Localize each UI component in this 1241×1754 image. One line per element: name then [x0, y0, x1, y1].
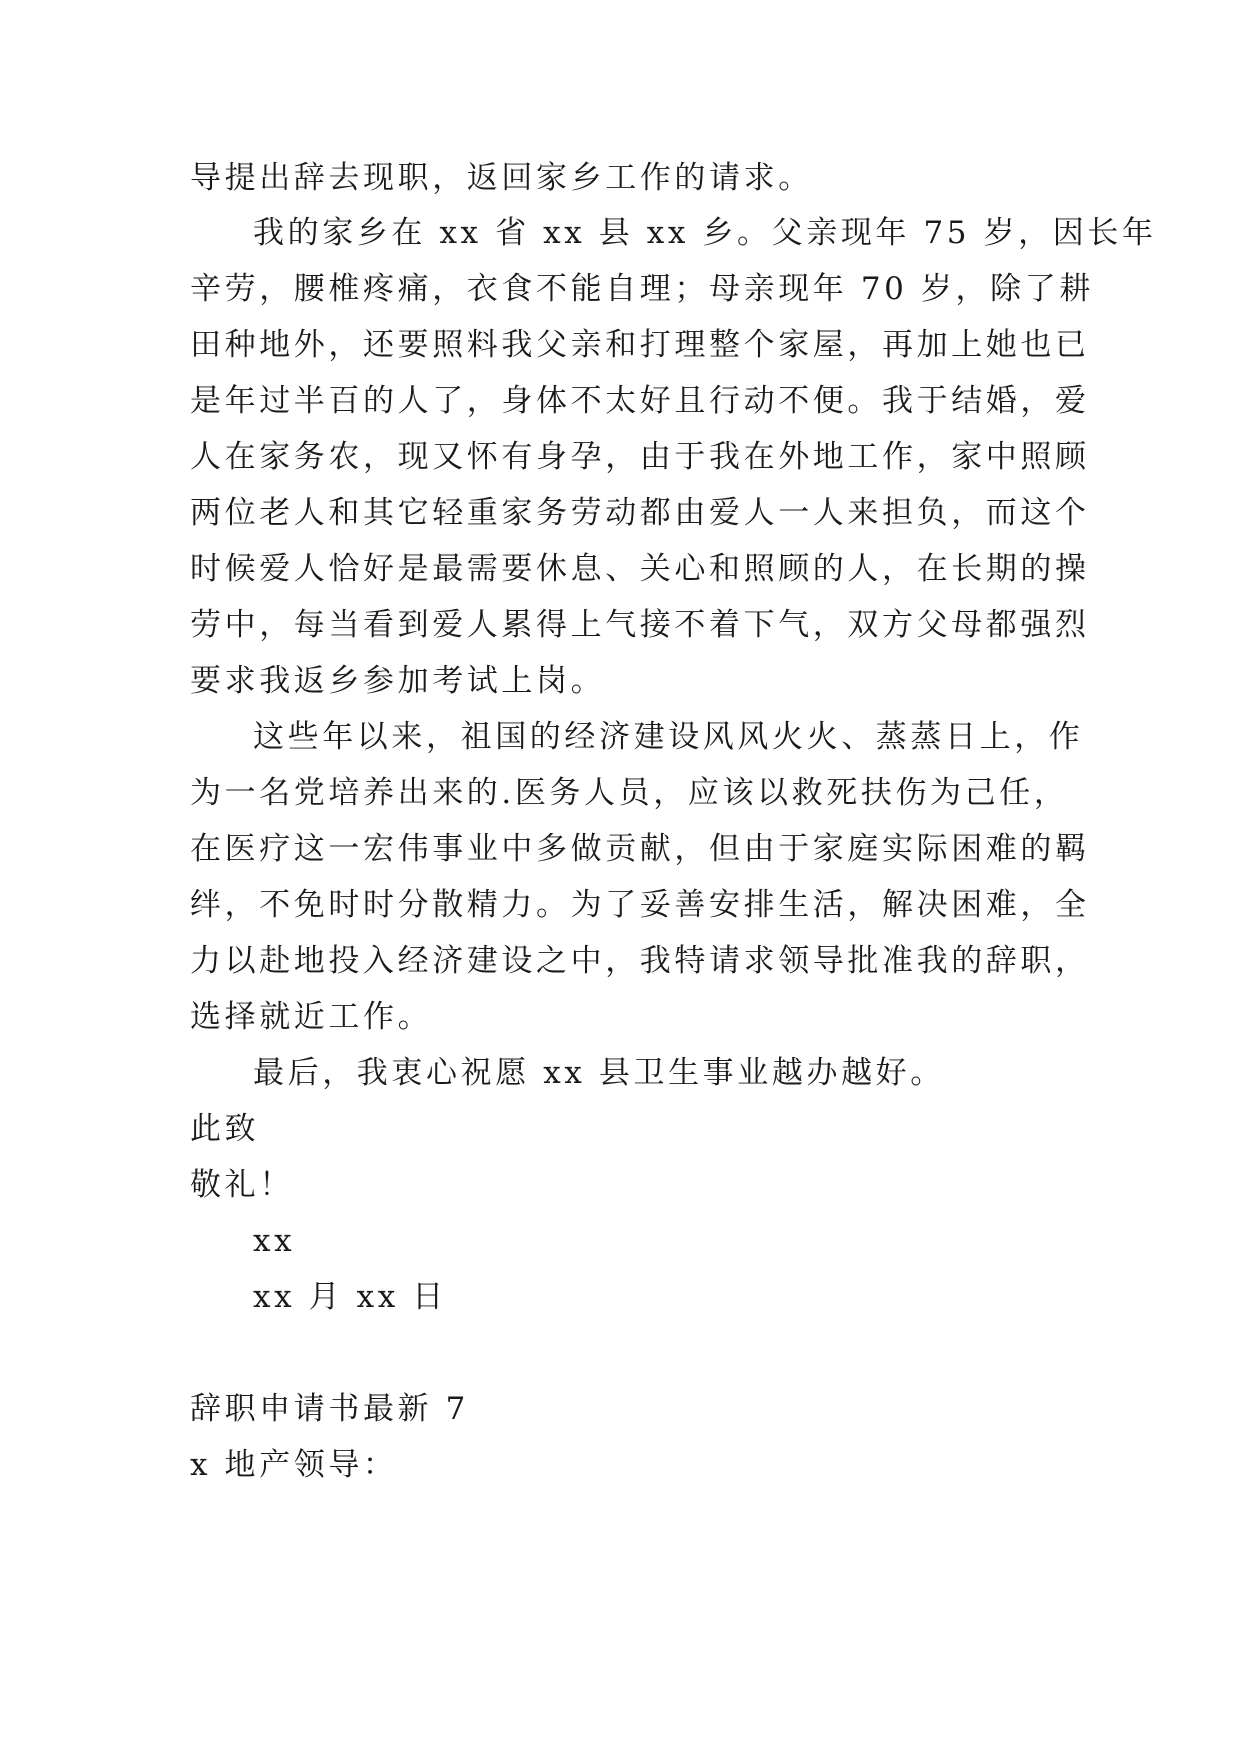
signature-date: xx 月 xx 日	[253, 1279, 447, 1315]
paragraph-line: 为一名党培养出来的.医务人员，应该以救死扶伤为己任，	[190, 775, 1069, 811]
paragraph-line: 要求我返乡参加考试上岗。	[190, 663, 606, 699]
paragraph-line: 力以赴地投入经济建设之中，我特请求领导批准我的辞职，	[190, 943, 1090, 979]
signature-name: xx	[253, 1223, 296, 1259]
paragraph-line: 人在家务农，现又怀有身孕，由于我在外地工作，家中照顾	[190, 439, 1090, 475]
paragraph-line: 在医疗这一宏伟事业中多做贡献，但由于家庭实际困难的羁	[190, 831, 1090, 867]
letter-greeting: x 地产领导：	[190, 1447, 398, 1483]
paragraph-line: 田种地外，还要照料我父亲和打理整个家屋，再加上她也已	[190, 327, 1090, 363]
paragraph-line: 这些年以来，祖国的经济建设风风火火、蒸蒸日上，作	[253, 719, 1084, 755]
paragraph-line: 导提出辞去现职，返回家乡工作的请求。	[190, 160, 813, 196]
section-title: 辞职申请书最新 7	[190, 1391, 469, 1427]
paragraph-line: 辛劳，腰椎疼痛，衣食不能自理；母亲现年 70 岁，除了耕	[190, 271, 1094, 307]
paragraph-line: 劳中，每当看到爱人累得上气接不着下气，双方父母都强烈	[190, 607, 1090, 643]
paragraph-line: 绊，不免时时分散精力。为了妥善安排生活，解决困难，全	[190, 887, 1090, 923]
paragraph-line: 选择就近工作。	[190, 999, 433, 1035]
closing-wish: 最后，我衷心祝愿 xx 县卫生事业越办越好。	[253, 1055, 945, 1091]
paragraph-line: 我的家乡在 xx 省 xx 县 xx 乡。父亲现年 75 岁，因长年	[253, 215, 1157, 251]
salutation-cizhi: 此致	[190, 1111, 260, 1147]
salutation-jingli: 敬礼！	[190, 1167, 294, 1203]
paragraph-line: 时候爱人恰好是最需要休息、关心和照顾的人，在长期的操	[190, 551, 1090, 587]
paragraph-line: 两位老人和其它轻重家务劳动都由爱人一人来担负，而这个	[190, 495, 1090, 531]
paragraph-line: 是年过半百的人了，身体不太好且行动不便。我于结婚，爱	[190, 383, 1090, 419]
